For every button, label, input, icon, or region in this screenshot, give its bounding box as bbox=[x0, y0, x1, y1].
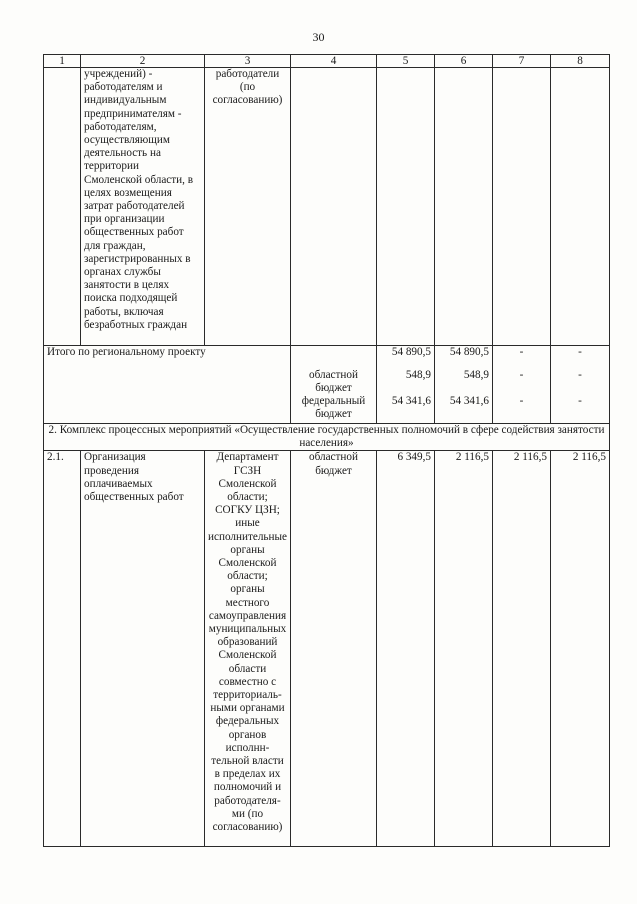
total-value: 54 890,5 bbox=[391, 346, 431, 358]
value-total: 6 349,5 bbox=[377, 451, 435, 847]
row-number: 2.1. bbox=[44, 451, 81, 847]
value-year-1: 2 116,5 bbox=[435, 451, 493, 847]
total-value: - bbox=[519, 346, 524, 358]
table-row-continuation bbox=[44, 68, 610, 346]
executor-text: работодатели (по согласованию) bbox=[212, 68, 283, 107]
total-label: Итого по региональному проекту bbox=[47, 346, 206, 358]
source-federal: федеральный бюджет bbox=[301, 395, 366, 421]
section-header-row bbox=[44, 424, 610, 451]
value-year-3: 2 116,5 bbox=[551, 451, 610, 847]
total-value: - bbox=[519, 369, 524, 381]
column-number: 1 bbox=[44, 55, 81, 68]
total-value: 548,9 bbox=[463, 369, 489, 381]
column-number: 3 bbox=[205, 55, 291, 68]
value-year-2: 2 116,5 bbox=[493, 451, 551, 847]
total-value: 548,9 bbox=[405, 369, 431, 381]
program-table bbox=[43, 54, 610, 847]
total-value: 54 341,6 bbox=[391, 395, 431, 407]
total-value: - bbox=[578, 369, 582, 381]
column-number: 7 bbox=[493, 55, 551, 68]
total-value: - bbox=[519, 395, 524, 407]
source-regional: областной бюджет bbox=[309, 369, 358, 395]
total-value: - bbox=[578, 395, 582, 407]
funding-source: областной бюджет bbox=[309, 451, 358, 477]
column-number: 8 bbox=[551, 55, 610, 68]
column-number-row bbox=[44, 55, 610, 68]
section-title: 2. Комплекс процессных мероприятий «Осуществление государственных полномочий в сфере содействия занятости населения» bbox=[44, 424, 610, 451]
column-number: 6 bbox=[435, 55, 493, 68]
total-value: 54 890,5 bbox=[449, 346, 489, 358]
executor-text: Департамент ГСЗН Смоленской области; СОГКУ ЦЗН; иные исполнительные органы Смоленской области; органы местного самоуправления муниципальных образований Смоленской области совместно с территориаль- ными органами федеральных органов исполнн- тельной власти в пределах их полномочий и работодателя- ми (по согласованию) bbox=[208, 451, 287, 834]
total-value: 54 341,6 bbox=[449, 395, 489, 407]
page-number: 30 bbox=[312, 30, 325, 44]
measure-description: учреждений) - работодателям и индивидуальным предпринимателям - работодателям, осуществляющим деятельность на территории Смоленской области, в целях возмещения затрат работодателей при организации общественных работ для граждан, зарегистрированных в органах службы занятости в целях поиска подходящей работы, включая безработных граждан bbox=[84, 68, 194, 331]
measure-name: Организация проведения оплачиваемых общественных работ bbox=[84, 451, 184, 504]
table-row-2-1 bbox=[44, 451, 610, 847]
column-number: 4 bbox=[291, 55, 377, 68]
total-value: - bbox=[578, 346, 582, 358]
table-row-total bbox=[44, 346, 610, 424]
column-number: 5 bbox=[377, 55, 435, 68]
column-number: 2 bbox=[81, 55, 205, 68]
